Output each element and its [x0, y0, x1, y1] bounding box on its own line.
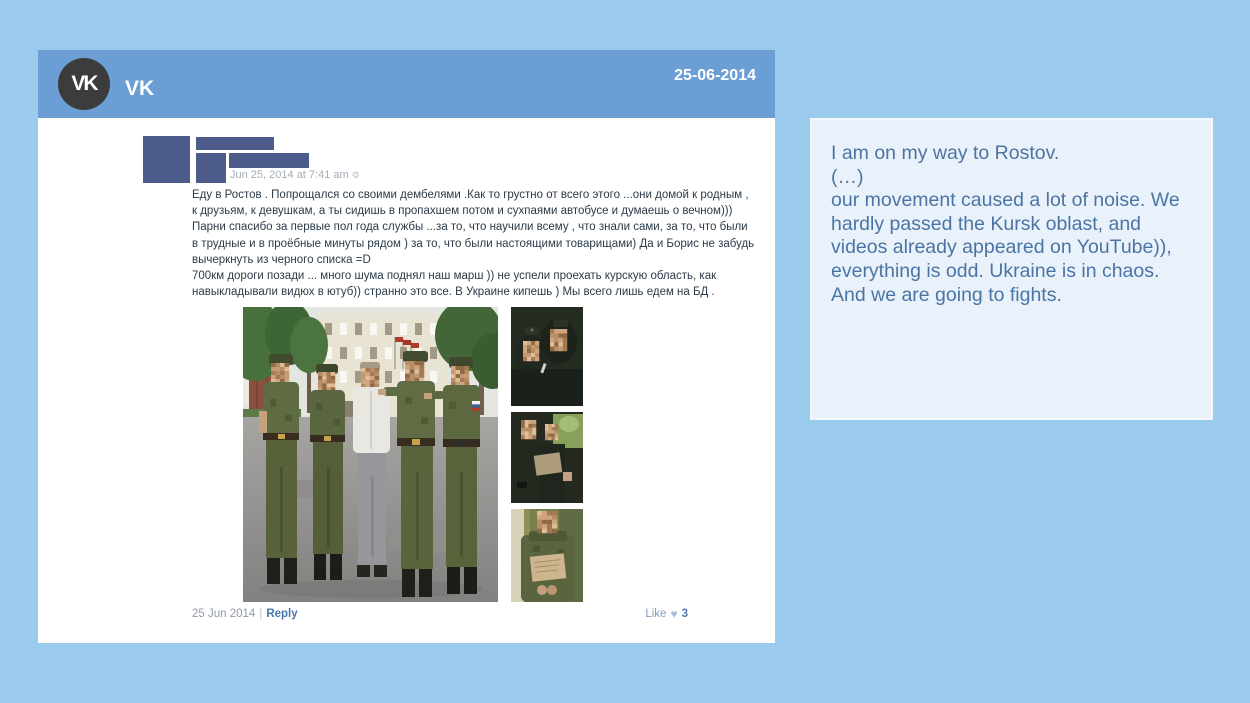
redacted-author-name-2	[229, 153, 309, 168]
vk-logo-text: VK	[71, 72, 97, 95]
post-footer	[192, 606, 688, 622]
redacted-author-name	[196, 137, 274, 150]
vk-app-name: VK	[125, 77, 155, 100]
translation-line: videos already appeared on YouTube)),	[831, 236, 1172, 259]
translation-text	[831, 142, 1201, 307]
post-text-line: Парни спасибо за первые пол года службы ...за то, что научили всему , что знали сами, за то, что были	[192, 221, 748, 234]
post-text-line: Еду в Ростов . Попрощался со своими дембелями .Как то грустно от всего этого ...они домой к родным ,	[192, 189, 749, 201]
like-button[interactable]	[645, 607, 688, 621]
translation-line: hardly passed the Kursk oblast, and	[831, 212, 1142, 235]
comment-date: 25 Jun 2014	[192, 608, 256, 620]
russia-flag-patch	[472, 401, 480, 411]
post-timestamp-text: Jun 25, 2014 at 7:41 am	[230, 169, 349, 181]
translation-line: I am on my way to Rostov.	[831, 142, 1060, 164]
heart-icon: ♥	[670, 607, 678, 621]
translation-line: (…)	[831, 165, 864, 188]
post-photo-side-3[interactable]	[511, 509, 583, 602]
like-count: 3	[681, 608, 688, 620]
vk-header-bar	[38, 50, 775, 118]
post-text-line: 700км дороги позади ... много шума поднял наш марш )) не успели проехать курскую область, как	[192, 270, 717, 283]
post-photo-main[interactable]	[243, 307, 498, 602]
vk-screenshot-card	[38, 50, 775, 643]
photo-soldier-2	[310, 364, 345, 580]
redacted-thumbnail	[196, 153, 226, 183]
post-text-line: в трудные и в проёбные минуты рядом ) за то, что были настоящими товарищами) Да и Борис не забудь	[192, 237, 755, 250]
translation-line: everything is odd. Ukraine is in chaos.	[831, 259, 1160, 282]
translation-panel	[810, 118, 1213, 420]
post-text-line: навыкладывали видюх в ютуб)) странно это все. В Украине кипешь ) Мы всего лишь едем на БД .	[192, 286, 715, 299]
post-text-line: вычеркнуть из черного списка =D	[192, 253, 371, 266]
redacted-avatar	[143, 136, 190, 183]
post-text	[192, 187, 755, 300]
like-label: Like	[645, 608, 667, 620]
post-text-line: к друзьям, к девушкам, а ты сидишь в пропахшем потом и сухпаями автобусе и думаешь о вечном)))	[192, 205, 733, 218]
reply-link[interactable]: Reply	[266, 608, 298, 620]
translation-line: And we are going to fights.	[831, 283, 1062, 306]
privacy-globe-icon: ⚙	[351, 170, 360, 180]
post-photo-side-1[interactable]	[511, 307, 583, 406]
header-date: 25-06-2014	[674, 67, 756, 84]
comment-meta	[192, 608, 298, 620]
footer-separator: |	[259, 608, 263, 620]
post-photo-side-2[interactable]	[511, 412, 583, 503]
cardboard-sign	[530, 553, 566, 581]
translation-line: our movement caused a lot of noise. We	[831, 189, 1180, 212]
vk-logo-icon	[58, 58, 110, 110]
post-timestamp[interactable]	[230, 169, 360, 181]
